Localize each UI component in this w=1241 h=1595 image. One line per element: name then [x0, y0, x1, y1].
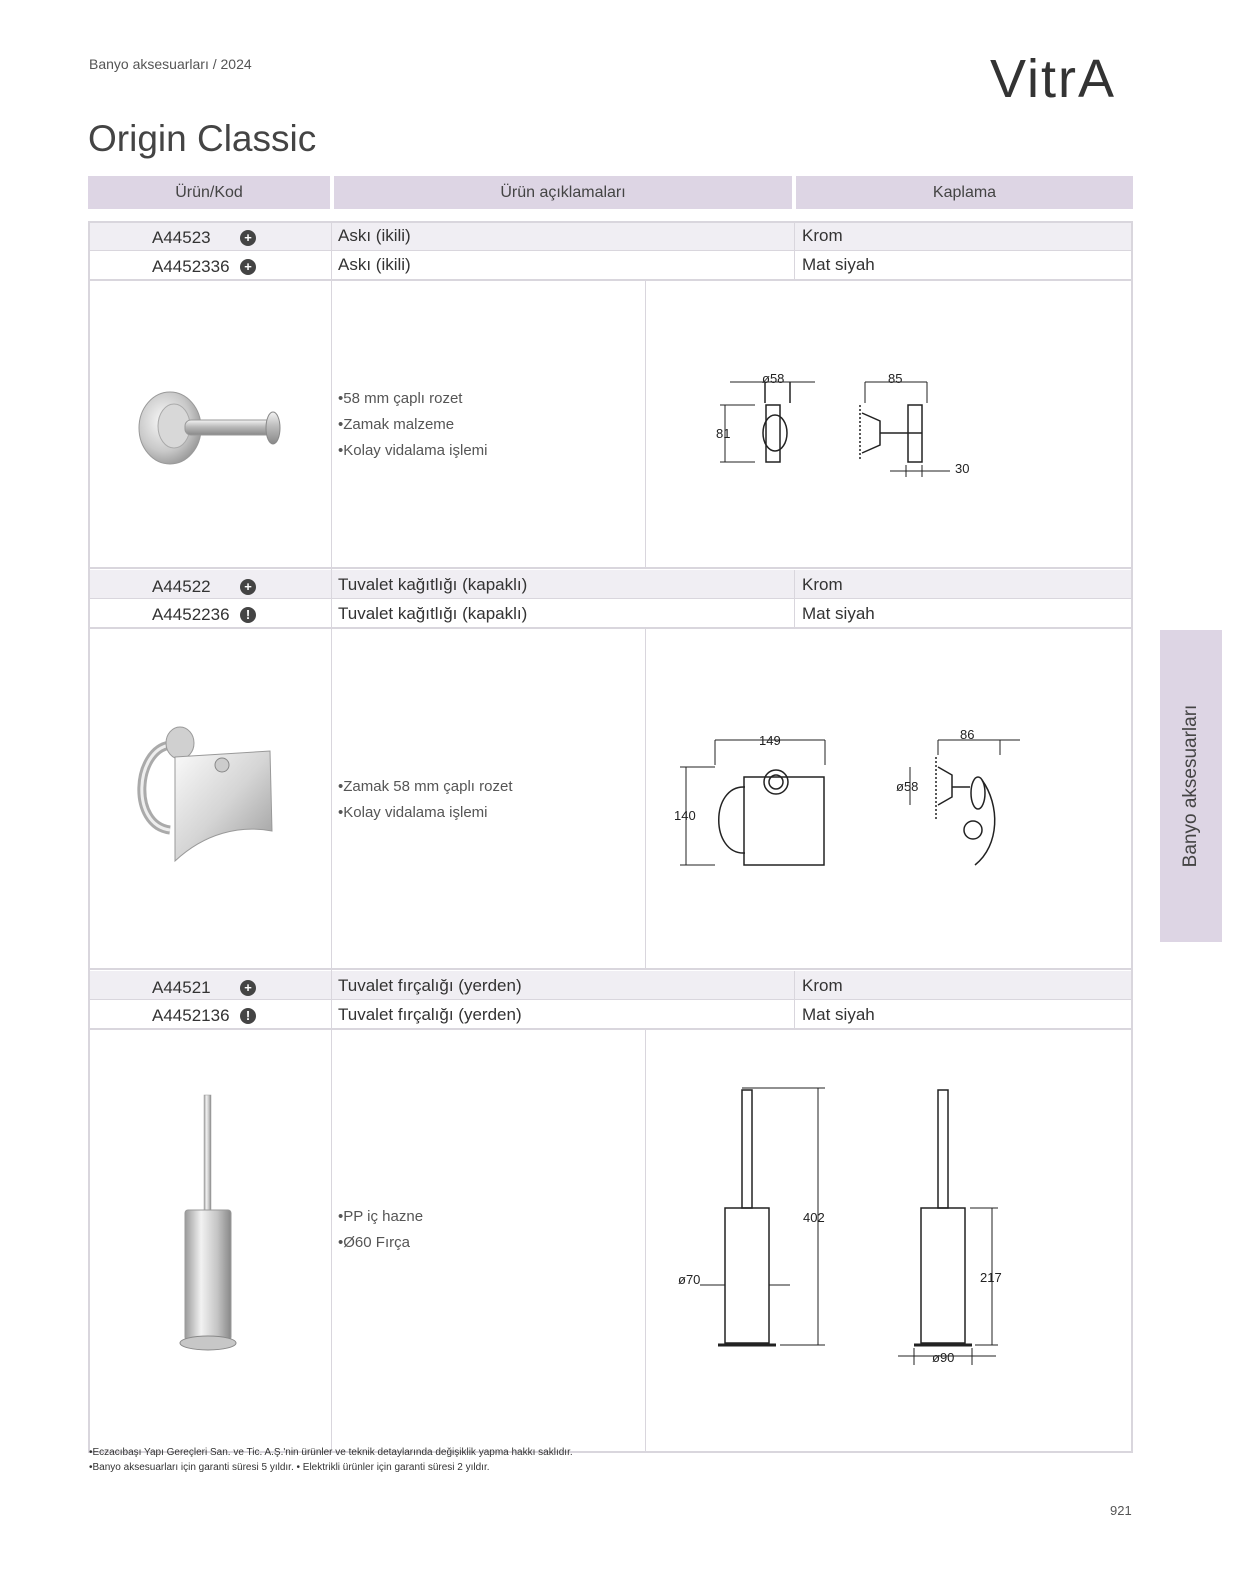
list-item: • Kolay vidalama işlemi: [338, 800, 512, 826]
svg-text:86: 86: [960, 727, 975, 742]
page-number: 921: [1110, 1503, 1132, 1518]
product-description: Askı (ikili): [338, 255, 411, 274]
vitra-logo: [990, 45, 1150, 110]
list-item: • Kolay vidalama işlemi: [338, 438, 488, 464]
product-finish: Krom: [802, 976, 843, 995]
column-header-finish: Kaplama: [796, 176, 1133, 209]
product-description: Askı (ikili): [338, 226, 411, 245]
list-item: • Zamak malzeme: [338, 412, 488, 438]
column-header-description: Ürün açıklamaları: [334, 176, 792, 209]
svg-text:VitrA: VitrA: [990, 49, 1117, 109]
svg-text:81: 81: [716, 426, 731, 441]
column-header-code: Ürün/Kod: [88, 176, 330, 209]
product-code: A44523: [152, 228, 211, 247]
robe-hook-image: [130, 380, 300, 480]
feature-list: [338, 1204, 423, 1256]
column-divider: [794, 570, 795, 627]
product-finish: Mat siyah: [802, 1005, 875, 1024]
breadcrumb: Banyo aksesuarları / 2024: [89, 56, 252, 72]
product-finish: Krom: [802, 575, 843, 594]
footnotes: [89, 1445, 573, 1475]
toilet-brush-drawing: [670, 1080, 1030, 1375]
footnote: • Banyo aksesuarları için garanti süresi 5 yıldır. • Elektrikli ürünler için garanti süresi 2 yıldır.: [89, 1460, 573, 1475]
svg-text:85: 85: [888, 371, 903, 386]
product-code: A4452236: [152, 605, 230, 624]
svg-text:30: 30: [955, 461, 970, 476]
badge-icon: !: [240, 1008, 256, 1024]
product-code: A4452336: [152, 257, 230, 276]
product-description: Tuvalet kağıtlığı (kapaklı): [338, 604, 528, 623]
footnote: • Eczacıbaşı Yapı Gereçleri San. ve Tic. A.Ş.'nin ürünler ve teknik detaylarında değişiklik yapma hakkı saklıdır.: [89, 1445, 573, 1460]
column-divider: [794, 223, 795, 279]
column-divider: [331, 223, 332, 1451]
product-finish: Krom: [802, 226, 843, 245]
paper-holder-image: [130, 715, 290, 870]
column-divider: [645, 629, 646, 968]
product-description: Tuvalet fırçalığı (yerden): [338, 1005, 522, 1024]
svg-text:ø90: ø90: [932, 1350, 955, 1365]
list-item: • Zamak 58 mm çaplı rozet: [338, 774, 512, 800]
svg-text:402: 402: [803, 1210, 825, 1225]
page-title: Origin Classic: [88, 118, 317, 159]
badge-icon: +: [240, 259, 256, 275]
robe-hook-drawing: [700, 365, 1000, 485]
product-code: A44521: [152, 978, 211, 997]
svg-text:ø70: ø70: [678, 1272, 701, 1287]
product-finish: Mat siyah: [802, 255, 875, 274]
svg-text:217: 217: [980, 1270, 1002, 1285]
list-item: • PP iç hazne: [338, 1204, 423, 1230]
paper-holder-drawing: [670, 725, 1040, 875]
feature-list: [338, 774, 512, 826]
badge-icon: +: [240, 579, 256, 595]
svg-text:149: 149: [759, 733, 781, 748]
product-description: Tuvalet kağıtlığı (kapaklı): [338, 575, 528, 594]
svg-text:140: 140: [674, 808, 696, 823]
badge-icon: !: [240, 607, 256, 623]
svg-text:ø58: ø58: [896, 779, 919, 794]
badge-icon: +: [240, 230, 256, 246]
column-divider: [794, 971, 795, 1028]
toilet-brush-image: [170, 1090, 250, 1360]
product-finish: Mat siyah: [802, 604, 875, 623]
svg-text:ø58: ø58: [762, 371, 785, 386]
product-description: Tuvalet fırçalığı (yerden): [338, 976, 522, 995]
column-divider: [645, 1030, 646, 1451]
list-item: • Ø60 Fırça: [338, 1230, 423, 1256]
section-side-tab: Banyo aksesuarları: [1160, 630, 1222, 942]
list-item: • 58 mm çaplı rozet: [338, 386, 488, 412]
feature-list: [338, 386, 488, 464]
product-code: A44522: [152, 577, 211, 596]
column-divider: [645, 281, 646, 567]
product-code: A4452136: [152, 1006, 230, 1025]
badge-icon: +: [240, 980, 256, 996]
